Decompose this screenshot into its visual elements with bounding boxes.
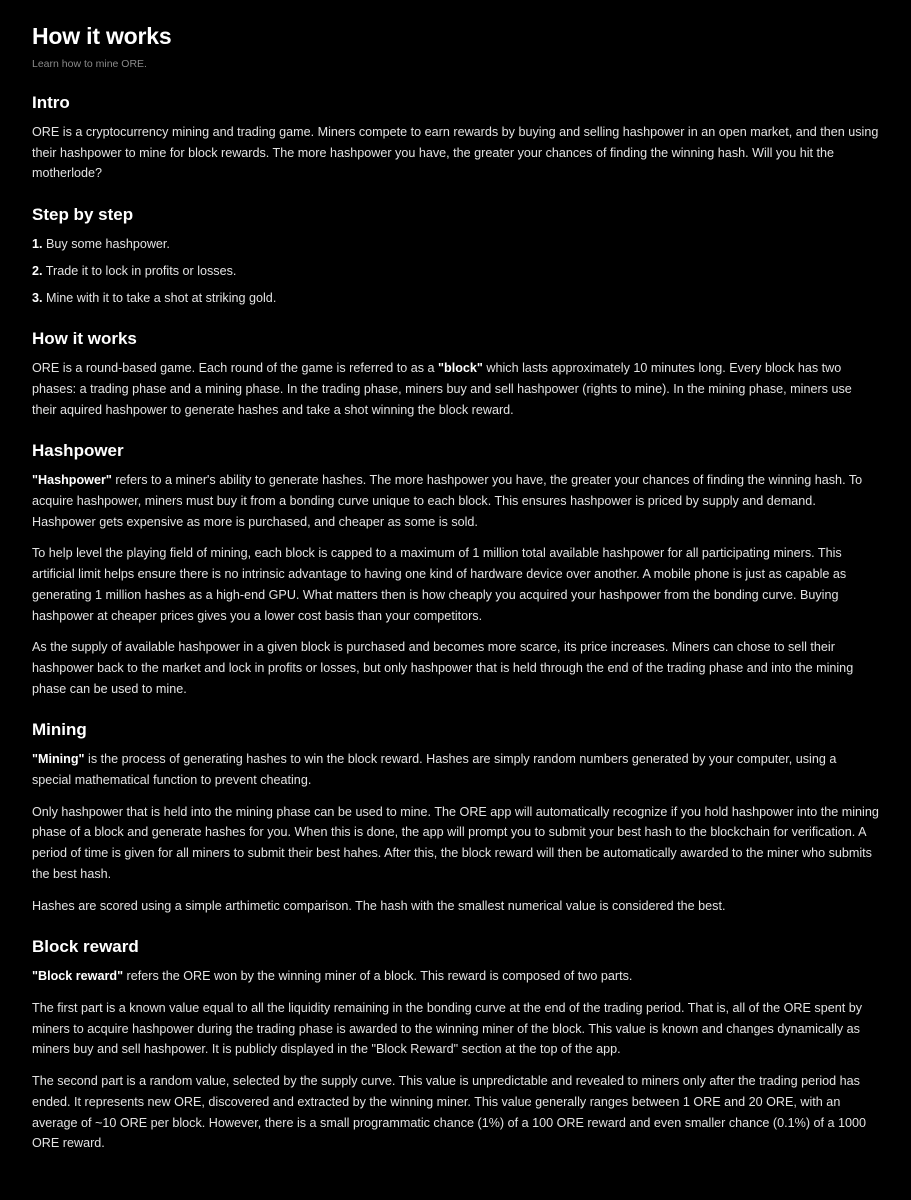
reward-paragraph-2: The first part is a known value equal to all the liquidity remaining in the bonding curve at the end of the trading period. That is, all of the ORE spent by miners to acquire hashpower during the trading phase is awarded to the winning miner of the block. This value is known and changes dynamically as miners buy and sell hashpower. It is publicly displayed in the "Block Reward" section at the top of the app.	[32, 1000, 863, 1057]
how-text-before: ORE is a round-based game. Each round of the game is referred to as a	[32, 361, 439, 376]
reward-heading: Block reward	[32, 937, 139, 957]
reward-paragraph-1	[32, 966, 879, 987]
mining-paragraph-1	[32, 749, 879, 790]
steps-section	[32, 204, 879, 308]
step-number: 1.	[32, 237, 43, 252]
step-number: 3.	[32, 290, 43, 305]
hashpower-section	[32, 440, 879, 699]
hashpower-paragraph-3: As the supply of available hashpower in a given block is purchased and becomes more scarce, its price increases. Miners can chose to sell their hashpower back to the market and lock in profits or losses, but only hashpower that is held through the end of the trading phase and into the mining phase can be used to mine.	[32, 640, 854, 696]
steps-list	[32, 234, 879, 308]
step-text: Mine with it to take a shot at striking gold.	[42, 290, 277, 305]
mining-paragraph-3: Hashes are scored using a simple arthimetic comparison. The hash with the smallest numerical value is considered the best.	[32, 898, 726, 913]
hashpower-term: "Hashpower"	[32, 473, 112, 488]
page-title: How it works	[32, 23, 172, 49]
hashpower-text: refers to a miner's ability to generate hashes. The more hashpower you have, the greater your chances of finding the winning hash. To acquire hashpower, miners must buy it from a bonding curve unique to each block. This ensures hashpower is priced by supply and demand. Hashpower gets expensive as more is purchased, and cheaper as some is sold.	[32, 473, 863, 529]
reward-section	[32, 936, 879, 1154]
mining-term: "Mining"	[32, 752, 85, 767]
reward-text: refers the ORE won by the winning miner of a block. This reward is composed of two parts.	[123, 969, 633, 984]
how-paragraph	[32, 358, 879, 420]
page-subtitle: Learn how to mine ORE.	[32, 58, 147, 70]
step-item	[32, 234, 879, 255]
step-text: Trade it to lock in profits or losses.	[42, 263, 237, 278]
intro-section	[32, 92, 879, 184]
mining-text: is the process of generating hashes to win the block reward. Hashes are simply random numbers generated by your computer, using a special mathematical function to prevent cheating.	[32, 752, 837, 788]
step-item	[32, 261, 879, 282]
intro-paragraph: ORE is a cryptocurrency mining and trading game. Miners compete to earn rewards by buying and selling hashpower in an open market, and then using their hashpower to mine for block rewards. The more hashpower you have, the greater your chances of finding the winning hash. Will you hit the motherlode?	[32, 125, 879, 181]
hashpower-paragraph-1	[32, 470, 879, 532]
mining-heading: Mining	[32, 720, 87, 740]
mining-paragraph-2: Only hashpower that is held into the mining phase can be used to mine. The ORE app will automatically recognize if you hold hashpower into the mining phase of a block and generate hashes for you. When this is done, the app will prompt you to submit your best hash to the blockchain for verification. A period of time is given for all miners to submit their best hahes. After this, the block reward will then be automatically awarded to the miner who submits the best hash.	[32, 804, 879, 881]
reward-paragraph-3: The second part is a random value, selected by the supply curve. This value is unpredictable and revealed to miners only after the trading period has ended. It represents new ORE, discovered and extracted by the winning miner. This value generally ranges between 1 ORE and 20 ORE, with an average of ~10 ORE per block. However, there is a small programmatic chance (1%) of a 100 ORE reward and even smaller chance (0.1%) of a 1000 ORE reward.	[32, 1074, 867, 1151]
step-text: Buy some hashpower.	[42, 237, 170, 252]
mining-section	[32, 719, 879, 916]
step-item	[32, 288, 879, 309]
how-section	[32, 328, 879, 420]
step-number: 2.	[32, 263, 43, 278]
how-heading: How it works	[32, 329, 137, 349]
block-term: "block"	[438, 361, 483, 376]
intro-heading: Intro	[32, 93, 70, 112]
block-reward-term: "Block reward"	[32, 969, 124, 984]
hashpower-heading: Hashpower	[32, 441, 124, 461]
steps-heading: Step by step	[32, 205, 134, 225]
hashpower-paragraph-2: To help level the playing field of mining, each block is capped to a maximum of 1 million total available hashpower for all participating miners. This artificial limit helps ensure there is no intrinsic advantage to having one kind of hardware device over another. A mobile phone is just as capable as generating 1 million hashes as a high-end GPU. What matters then is how cheaply you acquired your hashpower from the bonding curve. Buying hashpower at cheaper prices gives you a lower cost basis than your competitors.	[32, 546, 847, 623]
how-text-after: which lasts approximately 10 minutes long. Every block has two phases: a trading phase and a mining phase. In the trading phase, miners buy and sell hashpower (rights to mine). In the mining phase, miners use their aquired hashpower to generate hashes and take a shot winning the block reward.	[32, 361, 852, 417]
